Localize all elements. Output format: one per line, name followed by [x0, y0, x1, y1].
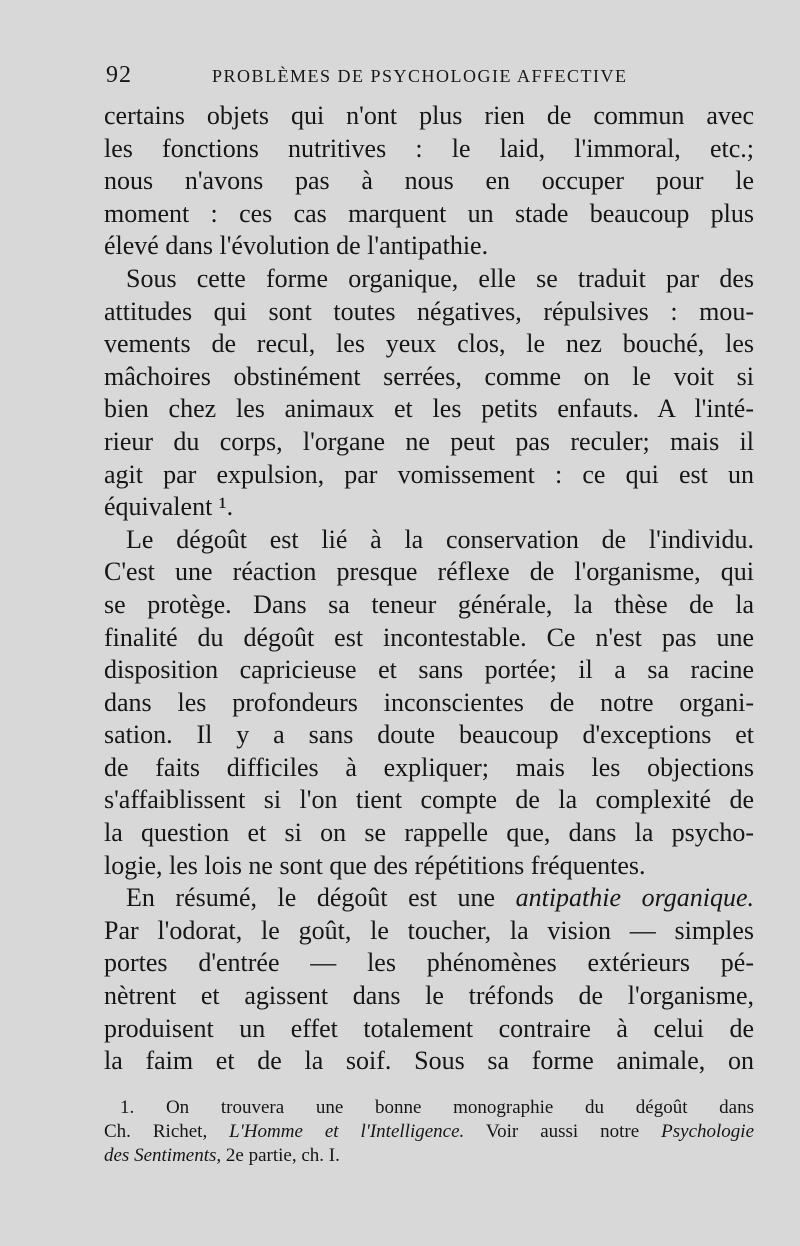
text-line: la question et si on se rappelle que, dans la psycho-	[104, 818, 754, 848]
text-line: certains objets qui n'ont plus rien de commun avec	[104, 101, 754, 130]
text-line: la faim et de la soif. Sous sa forme animale, on	[104, 1046, 754, 1076]
text-line: finalité du dégoût est incontestable. Ce n'est pas une	[104, 622, 754, 652]
text-line: disposition capricieuse et sans portée; il a sa racine	[104, 655, 754, 685]
text-line: Sous cette forme organique, elle se traduit par des	[126, 263, 754, 293]
text-line: Le dégoût est lié à la conservation de l'individu.	[126, 524, 754, 554]
italic-phrase: antipathie organique.	[515, 883, 754, 913]
footnote-line	[104, 1120, 754, 1144]
text-line: dans les profondeurs inconscientes de notre organi-	[104, 687, 754, 717]
text-line: moment : ces cas marquent un stade beaucoup plus	[104, 198, 754, 228]
page-number: 92	[106, 62, 132, 88]
text-line	[104, 882, 754, 915]
text-line: nètrent et agissent dans le tréfonds de l'organisme,	[104, 981, 754, 1011]
text-line: portes d'entrée — les phénomènes extérieurs pé-	[104, 948, 754, 978]
text-line: équivalent ¹.	[104, 492, 234, 522]
footnote-line	[104, 1144, 754, 1168]
text-line: logie, les lois ne sont que des répétitions fréquentes.	[104, 850, 646, 880]
page-header	[104, 60, 754, 96]
text-line: rieur du corps, l'organe ne peut pas reculer; mais il	[104, 426, 754, 456]
text-line: se protège. Dans sa teneur générale, la thèse de la	[104, 589, 754, 619]
text-line: attitudes qui sont toutes négatives, répulsives : mou-	[104, 296, 754, 326]
text-line: sation. Il y a sans doute beaucoup d'exceptions et	[104, 720, 754, 750]
text-line: élevé dans l'évolution de l'antipathie.	[104, 231, 489, 261]
text-line: bien chez les animaux et les petits enfauts. A l'inté-	[104, 394, 754, 424]
body-text	[104, 100, 754, 1078]
text-line: vements de recul, les yeux clos, le nez bouché, les	[104, 329, 754, 359]
text-segment: En résumé, le dégoût est une	[126, 883, 496, 913]
footnote-title: Psychologie	[661, 1121, 754, 1142]
footnote	[104, 1096, 754, 1168]
running-title: PROBLÈMES DE PSYCHOLOGIE AFFECTIVE	[212, 66, 628, 86]
text-line: nous n'avons pas à nous en occuper pour le	[104, 166, 754, 196]
text-line: de faits difficiles à expliquer; mais les objections	[104, 752, 754, 782]
footnote-title: L'Homme et l'Intelligence.	[229, 1121, 465, 1142]
footnote-line: 1. On trouvera une bonne monographie du dégoût dans	[120, 1097, 754, 1118]
text-line: agit par expulsion, par vomissement : ce qui est un	[104, 459, 754, 489]
text-line: Par l'odorat, le goût, le toucher, la vision — simples	[104, 915, 754, 945]
text-line: les fonctions nutritives : le laid, l'immoral, etc.;	[104, 133, 754, 163]
footnote-title: des Sentiments,	[104, 1145, 222, 1166]
footnote-text: Voir aussi notre	[464, 1121, 640, 1142]
footnote-text: 2e partie, ch. I.	[221, 1145, 340, 1166]
text-line: C'est une réaction presque réflexe de l'organisme, qui	[104, 557, 754, 587]
text-line: s'affaiblissent si l'on tient compte de la complexité de	[104, 785, 754, 815]
text-line: produisent un effet totalement contraire à celui de	[104, 1013, 754, 1043]
footnote-author: Ch. Richet,	[104, 1121, 208, 1142]
text-line: mâchoires obstinément serrées, comme on le voit si	[104, 361, 754, 391]
